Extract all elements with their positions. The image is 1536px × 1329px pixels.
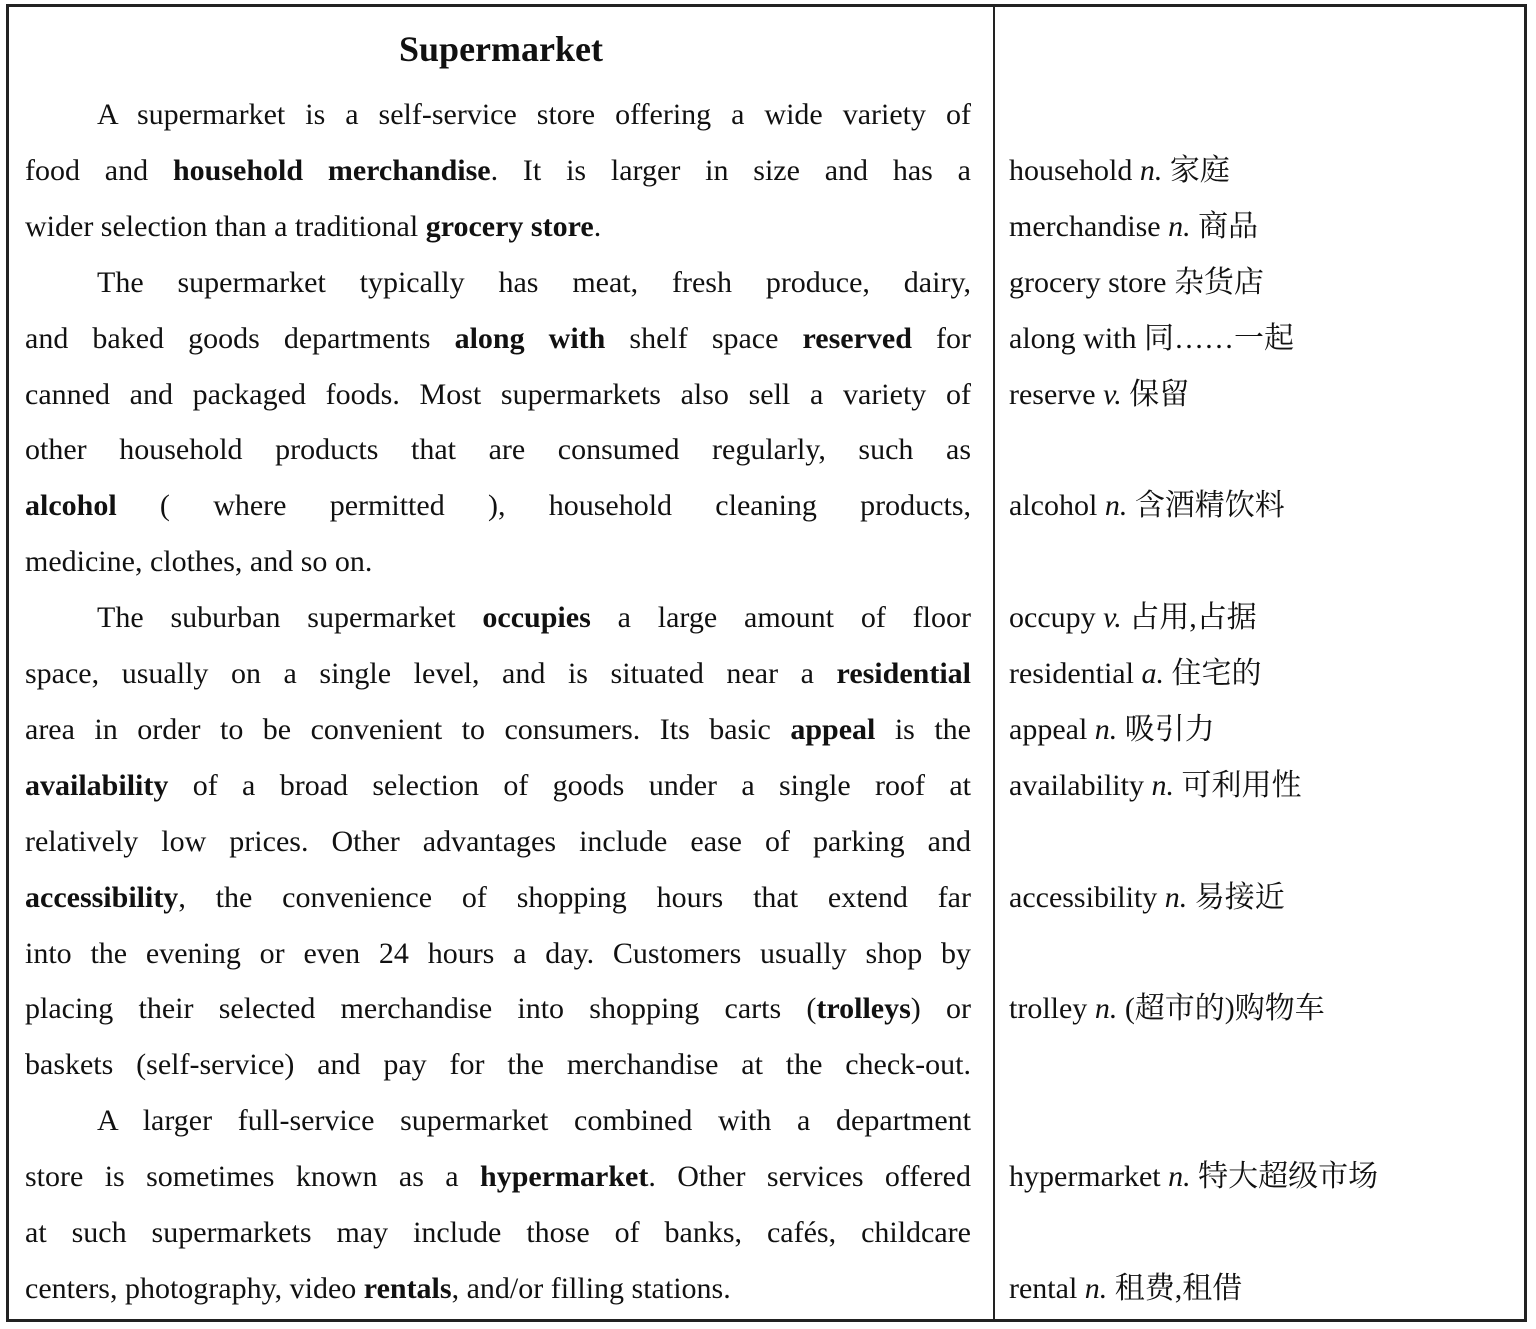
glossary-word: merchandise: [1009, 209, 1161, 243]
text-line: [25, 1149, 971, 1205]
text-line: [25, 534, 971, 590]
key-term: along with: [454, 321, 606, 355]
text-segment: at such supermarkets may include those of banks, cafés, childcare: [25, 1216, 971, 1249]
text-segment: A supermarket is a self-service store offering a wide variety of: [97, 98, 971, 131]
text-line: [25, 255, 971, 311]
text-segment: canned and packaged foods. Most supermarkets also sell a variety of: [25, 377, 971, 411]
glossary-entry: [1009, 1261, 1519, 1317]
glossary-word: availability: [1009, 768, 1144, 802]
text-segment: A larger full-service supermarket combined with a department: [97, 1104, 971, 1138]
glossary-entry: [1009, 702, 1519, 758]
key-term: reserved: [802, 321, 912, 355]
text-segment: is the: [875, 712, 971, 746]
text-line: [25, 814, 971, 870]
text-segment: , the convenience of shopping hours that extend far: [178, 880, 971, 914]
text-segment: , and/or filling stations.: [451, 1271, 731, 1305]
text-segment: . Other services offered: [648, 1160, 971, 1194]
key-term: availability: [25, 768, 169, 802]
glossary-meaning: 杂货店: [1173, 265, 1264, 299]
key-term: alcohol: [25, 489, 117, 523]
text-segment: store is sometimes known as a: [25, 1160, 481, 1194]
glossary-meaning: 保留: [1129, 377, 1190, 411]
part-of-speech: n.: [1164, 880, 1188, 914]
key-term: occupies: [482, 601, 591, 635]
glossary-meaning: 易接近: [1194, 880, 1285, 914]
glossary-meaning: 特大超级市场: [1198, 1160, 1379, 1194]
text-segment: a large amount of floor: [590, 601, 971, 635]
glossary-word: trolley: [1009, 992, 1088, 1026]
text-line: [25, 590, 971, 646]
glossary-word: household: [1009, 153, 1133, 187]
text-line: [25, 143, 971, 199]
glossary-word: occupy: [1009, 601, 1096, 635]
text-segment: of a broad selection of goods under a single roof at: [168, 768, 971, 802]
glossary-meaning: 可利用性: [1181, 768, 1302, 802]
text-line: [25, 702, 971, 758]
key-term: residential: [836, 657, 971, 690]
text-line: [25, 478, 971, 534]
text-line: [25, 646, 971, 702]
glossary-word: appeal: [1009, 712, 1088, 746]
glossary-word: reserve: [1009, 377, 1096, 411]
part-of-speech: n.: [1084, 1271, 1108, 1305]
glossary-meaning: 吸引力: [1124, 712, 1215, 746]
glossary-word: residential: [1009, 657, 1134, 690]
glossary-meaning: 同……一起: [1144, 321, 1294, 355]
glossary-entry: [1009, 646, 1519, 702]
text-segment: placing their selected merchandise into shopping carts (: [25, 992, 817, 1026]
part-of-speech: n.: [1094, 992, 1118, 1026]
text-segment: baskets (self-service) and pay for the merchandise at the check-out.: [25, 1048, 971, 1082]
text-segment: shelf space: [605, 321, 803, 355]
key-term: rentals: [363, 1271, 452, 1305]
page-title: Supermarket: [399, 29, 603, 69]
key-term: household merchandise: [172, 153, 491, 187]
glossary-meaning: 租费,租借: [1114, 1271, 1243, 1305]
part-of-speech: n.: [1094, 712, 1118, 746]
glossary-entry: [1009, 1149, 1519, 1205]
part-of-speech: v.: [1103, 377, 1122, 411]
column-divider: [993, 7, 995, 1319]
part-of-speech: n.: [1151, 768, 1174, 802]
text-line: [25, 199, 971, 255]
glossary-entry: [1009, 981, 1519, 1037]
text-line: [25, 758, 971, 814]
glossary-entry: [1009, 199, 1519, 255]
glossary-meaning: 含酒精饮料: [1134, 489, 1285, 523]
glossary-entry: [1009, 478, 1519, 534]
part-of-speech: n.: [1168, 1160, 1191, 1194]
text-segment: ) or: [910, 992, 972, 1026]
text-segment: medicine, clothes, and so on.: [25, 545, 373, 579]
glossary-meaning: (超市的)购物车: [1124, 992, 1325, 1026]
glossary-word: alcohol: [1009, 489, 1098, 523]
key-term: grocery store: [425, 209, 594, 243]
glossary-word: along with: [1009, 321, 1137, 355]
text-segment: for: [911, 321, 971, 355]
text-line: [25, 1093, 971, 1149]
text-segment: centers, photography, video: [25, 1271, 364, 1305]
text-segment: space, usually on a single level, and is situated near a: [25, 657, 837, 690]
text-line: [25, 367, 971, 423]
text-segment: other household products that are consumed regularly, such as: [25, 433, 971, 467]
glossary-entry: [1009, 870, 1519, 926]
text-segment: wider selection than a traditional: [25, 209, 426, 243]
glossary-entry: [1009, 311, 1519, 367]
text-segment: The suburban supermarket: [97, 601, 483, 635]
key-term: trolleys: [816, 992, 911, 1026]
glossary-entry: [1009, 367, 1519, 423]
glossary-word: hypermarket: [1009, 1160, 1161, 1194]
glossary-word: accessibility: [1009, 880, 1158, 914]
text-segment: area in order to be convenient to consumers. Its basic: [25, 712, 791, 746]
text-line: [25, 1205, 971, 1261]
glossary-entry: [1009, 255, 1519, 311]
glossary-entry: [1009, 590, 1519, 646]
text-line: [25, 981, 971, 1037]
part-of-speech: n.: [1139, 153, 1163, 187]
glossary-meaning: 商品: [1198, 209, 1259, 243]
text-segment: food and: [25, 153, 173, 187]
part-of-speech: v.: [1103, 601, 1122, 635]
text-line: [25, 422, 971, 478]
text-segment: and baked goods departments: [25, 321, 455, 355]
part-of-speech: n.: [1168, 209, 1191, 243]
text-line: [25, 1037, 971, 1093]
glossary-word: grocery store: [1009, 265, 1167, 299]
text-line: [25, 1261, 971, 1317]
glossary-meaning: 家庭: [1169, 153, 1230, 187]
part-of-speech: a.: [1141, 657, 1164, 690]
text-line: [25, 311, 971, 367]
text-segment: .: [593, 209, 602, 243]
glossary-entry: [1009, 143, 1519, 199]
text-line: [25, 87, 971, 143]
text-segment: into the evening or even 24 hours a day. Customers usually shop by: [25, 936, 971, 970]
glossary-meaning: 占用,占据: [1129, 601, 1257, 635]
text-segment: relatively low prices. Other advantages include ease of parking and: [25, 824, 971, 858]
key-term: accessibility: [25, 880, 179, 914]
text-segment: . It is larger in size and has a: [490, 153, 971, 187]
glossary-meaning: 住宅的: [1171, 657, 1262, 690]
text-line: [25, 926, 971, 982]
part-of-speech: n.: [1104, 489, 1128, 523]
glossary-entry: [1009, 758, 1519, 814]
glossary-word: rental: [1009, 1271, 1078, 1305]
text-segment: The supermarket typically has meat, fresh produce, dairy,: [97, 265, 971, 299]
text-line: [25, 870, 971, 926]
key-term: appeal: [790, 712, 876, 746]
text-segment: ( where permitted ), household cleaning products,: [116, 489, 971, 523]
document-frame: [6, 4, 1527, 1322]
key-term: hypermarket: [480, 1160, 649, 1194]
